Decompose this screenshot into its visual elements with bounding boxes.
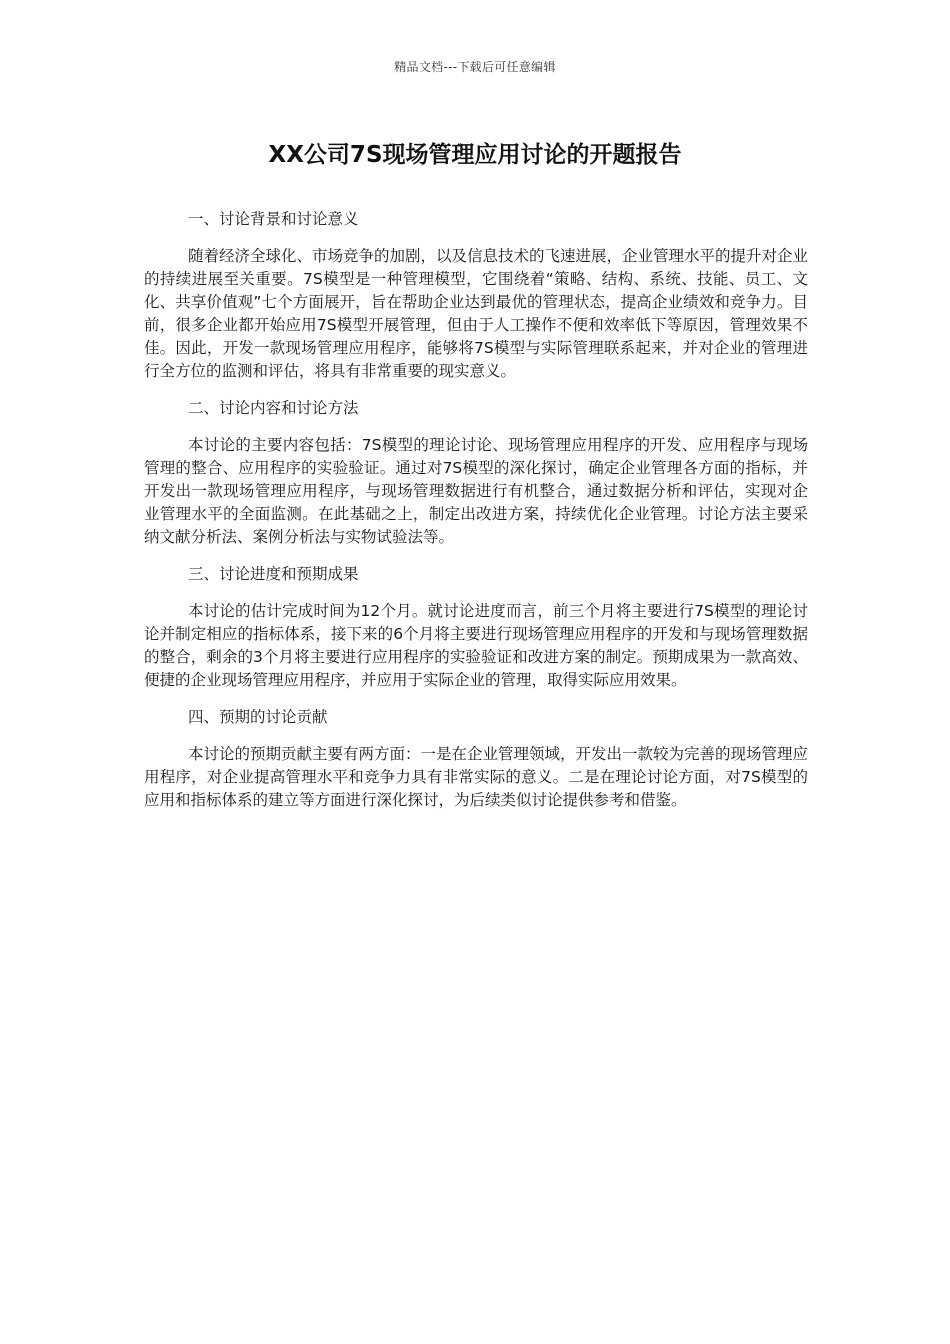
section-body-schedule-outcomes: 本讨论的估计完成时间为12个月。就讨论进度而言，前三个月将主要进行7S模型的理论讨论并制定相应的指标体系，接下来的6个月将主要进行现场管理应用程序的开发和与现场管理数据的整合，剩余的3个月将主要进行应用程序的实验验证和改进方案的制定。预期成果为一款高效、便捷的企业现场管理应用程序，并应用于实际企业的管理，取得实际应用效果。 bbox=[144, 602, 808, 689]
section-heading-contributions: 四、预期的讨论贡献 bbox=[188, 708, 328, 726]
section-heading-background: 一、讨论背景和讨论意义 bbox=[188, 210, 359, 228]
section-heading-content-methods: 二、讨论内容和讨论方法 bbox=[188, 399, 359, 417]
section-body-contributions: 本讨论的预期贡献主要有两方面：一是在企业管理领域，开发出一款较为完善的现场管理应用程序，对企业提高管理水平和竞争力具有非常实际的意义。二是在理论讨论方面，对7S模型的应用和指标体系的建立等方面进行深化探讨，为后续类似讨论提供参考和借鉴。 bbox=[144, 745, 809, 809]
section-body-background: 随着经济全球化、市场竞争的加剧，以及信息技术的飞速进展，企业管理水平的提升对企业的持续进展至关重要。7S模型是一种管理模型，它围绕着“策略、结构、系统、技能、员工、文化、共享价值观”七个方面展开，旨在帮助企业达到最优的管理状态，提高企业绩效和竞争力。目前，很多企业都开始应用7S模型开展管理，但由于人工操作不便和效率低下等原因，管理效果不佳。因此，开发一款现场管理应用程序，能够将7S模型与实际管理联系起来，并对企业的管理进行全方位的监测和评估，将具有非常重要的现实意义。 bbox=[144, 247, 809, 380]
header-note: 精品文档---下载后可任意编辑 bbox=[394, 60, 556, 74]
section-heading-schedule-outcomes: 三、讨论进度和预期成果 bbox=[188, 565, 359, 583]
document-title: XX公司7S现场管理应用讨论的开题报告 bbox=[268, 142, 682, 168]
document-body bbox=[144, 208, 808, 826]
section-body-content-methods: 本讨论的主要内容包括：7S模型的理论讨论、现场管理应用程序的开发、应用程序与现场管理的整合、应用程序的实验验证。通过对7S模型的深化探讨，确定企业管理各方面的指标，并开发出一款现场管理应用程序，与现场管理数据进行有机整合，通过数据分析和评估，实现对企业管理水平的全面监测。在此基础之上，制定出改进方案，持续优化企业管理。讨论方法主要采纳文献分析法、案例分析法与实物试验法等。 bbox=[144, 436, 808, 546]
